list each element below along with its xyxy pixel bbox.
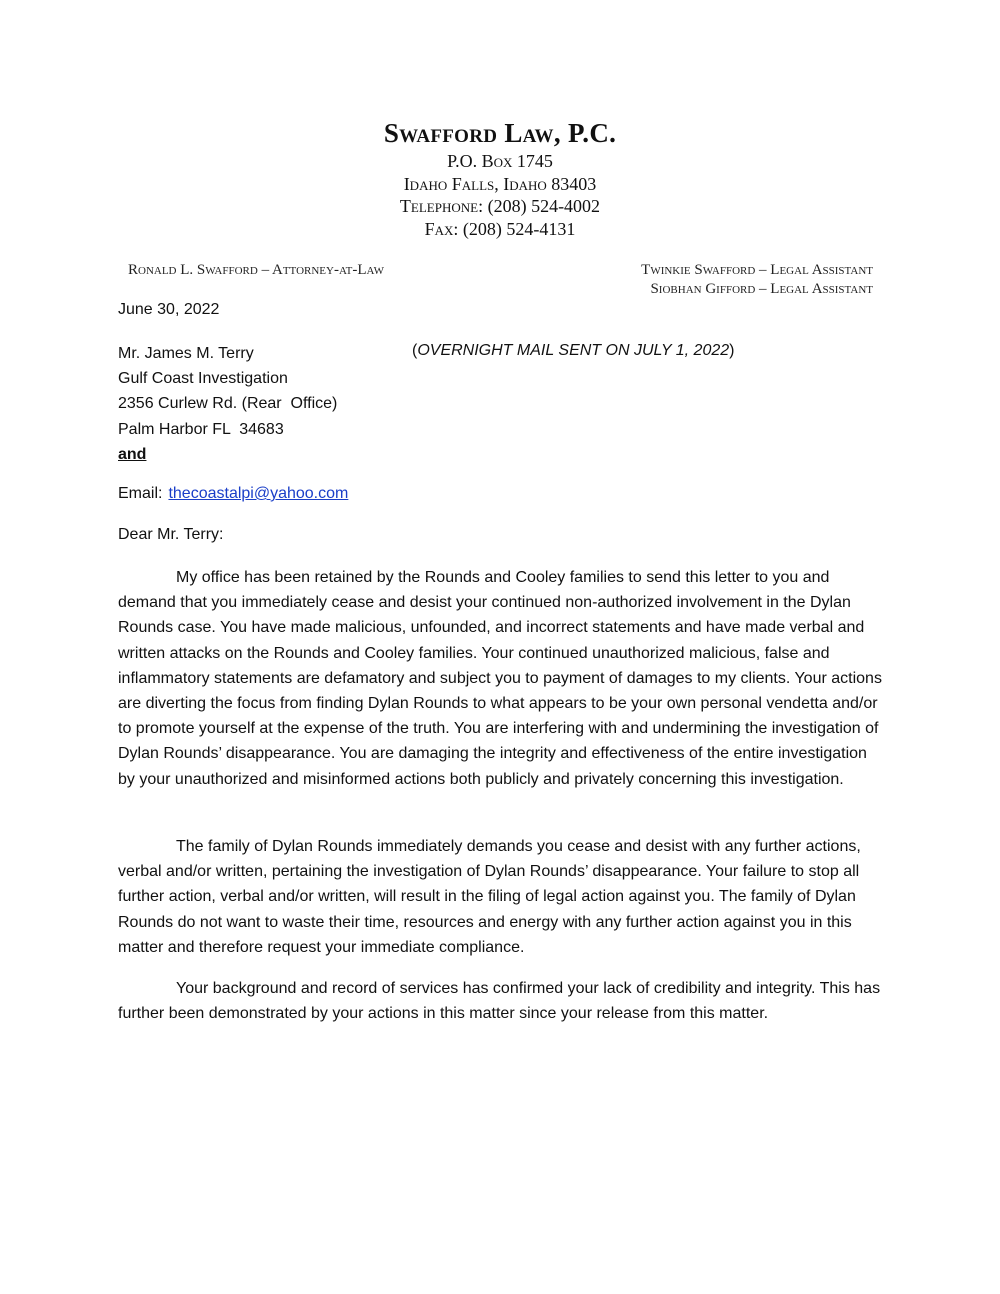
firm-telephone: Telephone: (208) 524-4002 bbox=[399, 196, 601, 216]
recipient-conjunction: and bbox=[118, 445, 147, 463]
email-label: Email: bbox=[118, 485, 163, 502]
staff-attorney: Ronald L. Swafford – Attorney-at-Law bbox=[128, 262, 384, 278]
body-paragraph-3 bbox=[118, 976, 883, 1026]
firm-city-state-zip: Idaho Falls, Idaho 83403 bbox=[403, 173, 597, 194]
recipient-city: Palm Harbor FL 34683 bbox=[118, 420, 284, 438]
overnight-mail-text: OVERNIGHT MAIL SENT ON JULY 1, 2022 bbox=[417, 342, 730, 359]
staff-assistant-1: Twinkie Swafford – Legal Assistant bbox=[641, 262, 873, 278]
recipient-street: 2356 Curlew Rd. (Rear Office) bbox=[118, 395, 338, 413]
staff-assistant-2: Siobhan Gifford – Legal Assistant bbox=[650, 281, 873, 297]
staff-assistants bbox=[641, 261, 873, 299]
salutation: Dear Mr. Terry: bbox=[118, 526, 224, 543]
letter-date: June 30, 2022 bbox=[118, 301, 220, 318]
recipient-email-line bbox=[118, 484, 348, 504]
body-paragraph-2-text: The family of Dylan Rounds immediately demands you cease and desist with any further actions, verbal and/or written, pertaining the investigation of Dylan Rounds’ disappearance. Your failure to stop all further action, verbal and/or written, will result in the filing of legal action against you. The family of Dylan Rounds do not want to waste their time, resources and energy with any further action against you in this matter and therefore request your immediate compliance. bbox=[118, 838, 861, 956]
recipient-address bbox=[118, 341, 337, 467]
firm-po-box: P.O. Box 1745 bbox=[447, 151, 553, 171]
recipient-name: Mr. James M. Terry bbox=[118, 345, 254, 362]
body-paragraph-2 bbox=[118, 834, 883, 960]
firm-name: Swafford Law, P.C. bbox=[383, 118, 617, 148]
recipient-company: Gulf Coast Investigation bbox=[118, 370, 288, 388]
letterhead bbox=[0, 116, 1000, 240]
body-paragraph-1-text: My office has been retained by the Rounds and Cooley families to send this letter to you and demand that you immediately cease and desist your continued non-authorized involvement in the Dylan Rounds case. You have made malicious, unfounded, and incorrect statements and have made verbal and written attacks on the Rounds and Cooley families. Your continued unauthorized malicious, false and inflammatory statements are defamatory and subject you to payment of damages to my clients. Your actions are diverting the focus from finding Dylan Rounds to what appears to be your own personal vendetta and/or to promote yourself at the expense of the truth. You are interfering with and undermining the investigation of Dylan Rounds’ disappearance. You are damaging the integrity and effectiveness of the entire investigation by your unauthorized and misinformed actions both publicly and privately concerning this investigation. bbox=[118, 569, 882, 788]
overnight-mail-note: (OVERNIGHT MAIL SENT ON JULY 1, 2022) bbox=[412, 342, 735, 359]
email-link[interactable]: thecoastalpi@yahoo.com bbox=[168, 485, 349, 502]
body-paragraph-3-text: Your background and record of services has confirmed your lack of credibility and integrity. This has further been demonstrated by your actions in this matter since your release from this matter. bbox=[118, 980, 881, 1023]
body-paragraph-1 bbox=[118, 565, 883, 792]
firm-fax: Fax: (208) 524-4131 bbox=[424, 218, 576, 239]
